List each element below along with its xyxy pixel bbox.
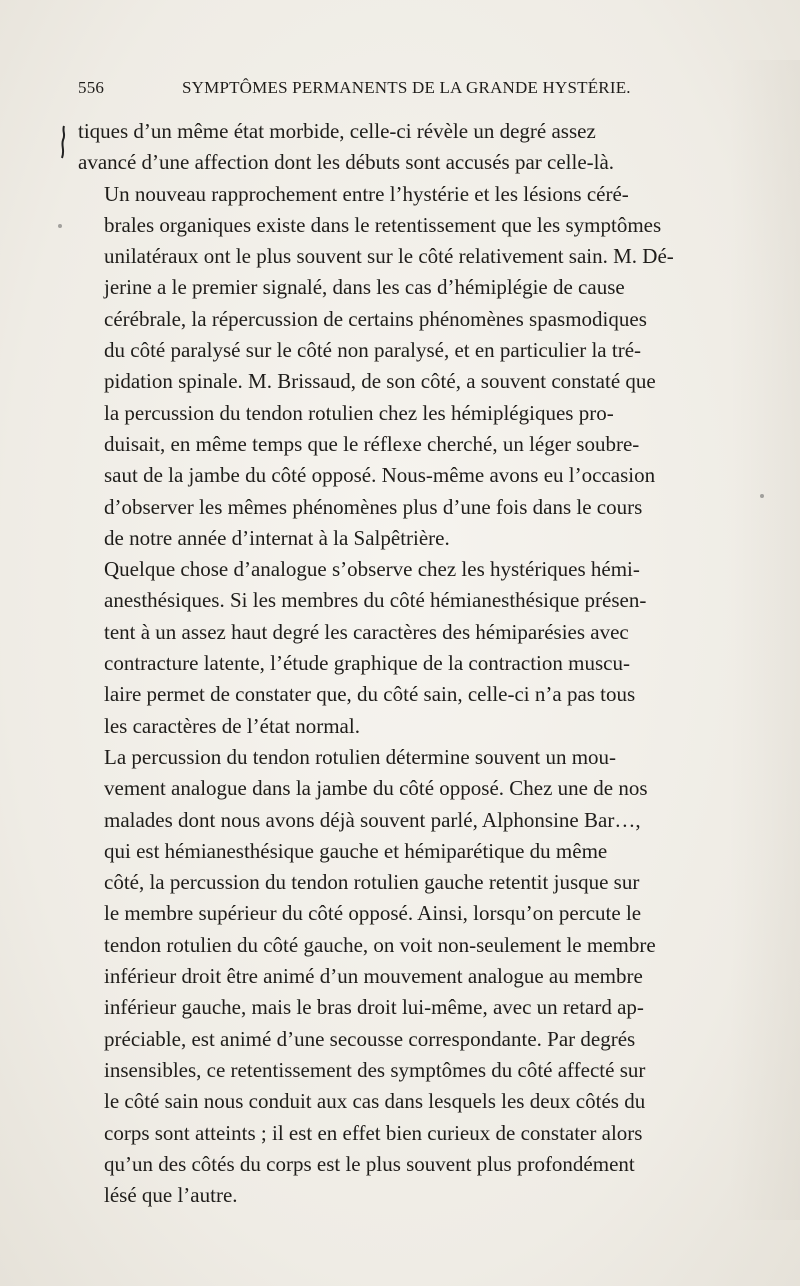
paper-speck — [58, 224, 62, 228]
paper-speck — [760, 494, 764, 498]
text-line: côté, la percussion du tendon rotulien gauche retentit jusque sur — [104, 870, 640, 895]
text-line: les caractères de l’état normal. — [104, 713, 360, 738]
text-line: cérébrale, la répercussion de certains phénomènes spasmodiques — [104, 306, 647, 331]
text-line: contracture latente, l’étude graphique de la contraction muscu- — [104, 651, 630, 676]
body-text — [78, 116, 750, 1211]
text-line: corps sont atteints ; il est en effet bien curieux de constater alors — [104, 1120, 643, 1145]
text-line: unilatéraux ont le plus souvent sur le côté relativement sain. M. Dé- — [104, 244, 674, 269]
margin-ink-mark — [58, 124, 68, 164]
text-line: de notre année d’internat à la Salpêtrière. — [104, 525, 450, 550]
text-line: malades dont nous avons déjà souvent parlé, Alphonsine Bar…, — [104, 807, 641, 832]
text-line: qu’un des côtés du corps est le plus souvent plus profondément — [104, 1151, 635, 1176]
text-line: le membre supérieur du côté opposé. Ainsi, lorsqu’on percute le — [104, 901, 642, 926]
text-line: laire permet de constater que, du côté sain, celle-ci n’a pas tous — [104, 682, 636, 707]
text-line: saut de la jambe du côté opposé. Nous-même avons eu l’occasion — [104, 463, 656, 488]
page-number: 556 — [78, 78, 105, 97]
text-line: pidation spinale. M. Brissaud, de son côté, a souvent constaté que — [104, 369, 656, 394]
text-line: jerine a le premier signalé, dans les cas d’hémiplégie de cause — [104, 275, 625, 300]
text-line: La percussion du tendon rotulien détermine souvent un mou- — [104, 744, 617, 769]
text-line: tent à un assez haut degré les caractères des hémiparésies avec — [104, 619, 629, 644]
paragraph-analogue — [78, 554, 750, 742]
text-line: du côté paralysé sur le côté non paralysé, et en particulier la tré- — [104, 338, 642, 363]
text-line: Un nouveau rapprochement entre l’hystérie et les lésions céré- — [104, 181, 629, 206]
text-line: avancé d’une affection dont les débuts sont accusés par celle-là. — [78, 150, 615, 175]
text-line: insensibles, ce retentissement des symptômes du côté affecté sur — [104, 1057, 646, 1082]
text-line: la percussion du tendon rotulien chez les hémiplégiques pro- — [104, 400, 614, 425]
text-line: brales organiques existe dans le retentissement que les symptômes — [104, 212, 662, 237]
text-line: lésé que l’autre. — [104, 1183, 238, 1208]
page-header — [78, 78, 668, 104]
text-line: d’observer les mêmes phénomènes plus d’une fois dans le cours — [104, 494, 643, 519]
text-line: préciable, est animé d’une secousse correspondante. Par degrés — [104, 1026, 636, 1051]
text-line: Quelque chose d’analogue s’observe chez les hystériques hémi- — [104, 557, 640, 582]
text-line: tendon rotulien du côté gauche, on voit non-seulement le membre — [104, 932, 656, 957]
text-line: inférieur gauche, mais le bras droit lui-même, avec un retard ap- — [104, 995, 644, 1020]
running-title: SYMPTÔMES PERMANENTS DE LA GRANDE HYSTÉRIE. — [182, 78, 631, 97]
paragraph-rapprochement — [78, 179, 750, 555]
text-line: duisait, en même temps que le réflexe cherché, un léger soubre- — [104, 431, 640, 456]
text-line: inférieur droit être animé d’un mouvement analogue au membre — [104, 964, 643, 989]
paragraph-continuation — [78, 116, 750, 179]
text-line: vement analogue dans la jambe du côté opposé. Chez une de nos — [104, 776, 648, 801]
text-line: le côté sain nous conduit aux cas dans lesquels les deux côtés du — [104, 1089, 646, 1114]
paragraph-percussion — [78, 742, 750, 1211]
text-line: anesthésiques. Si les membres du côté hémianesthésique présen- — [104, 588, 647, 613]
text-line: qui est hémianesthésique gauche et hémiparétique du même — [104, 838, 608, 863]
text-line: tiques d’un même état morbide, celle-ci révèle un degré assez — [78, 119, 596, 143]
